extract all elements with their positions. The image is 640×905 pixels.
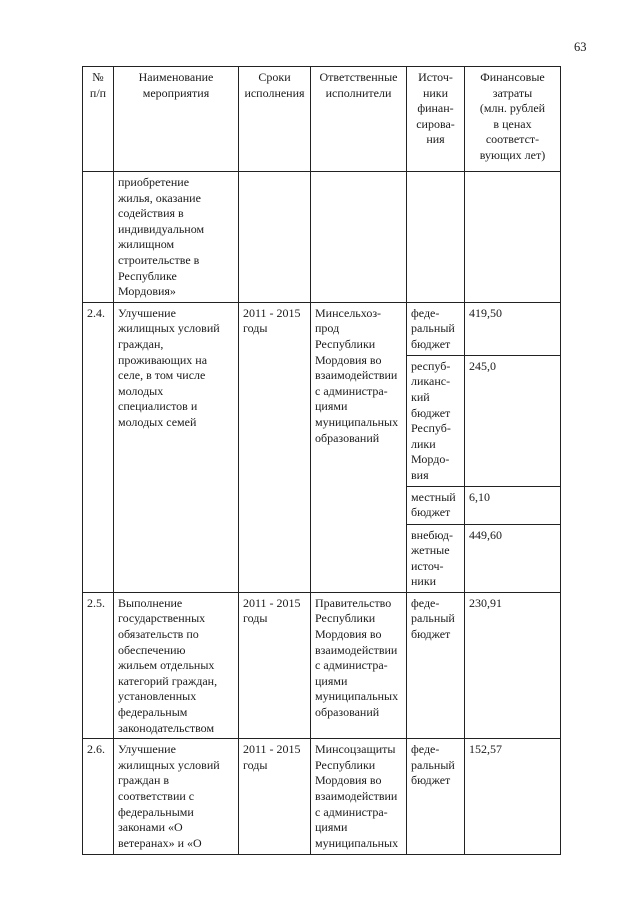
cell-name: Выполнение государственных обязательств по обеспечению жильем отдельных категорий граждан, установленных федеральным законодательством <box>114 592 239 738</box>
cell-sources-empty <box>407 172 465 303</box>
cell-name: Улучшение жилищных условий граждан в соответствии с федеральными законами «О ветеранах» и «О <box>114 739 239 855</box>
cell-source: феде- ральный бюджет <box>407 302 465 355</box>
cell-period-empty <box>239 172 311 303</box>
cell-source: респуб- ликанс- кий бюджет Респуб- лики Мордо- вия <box>407 355 465 486</box>
cell-num-empty <box>83 172 114 303</box>
cell-executors: Минсельхоз- прод Республики Мордовия во взаимодействии с администра- циями муниципальных образований <box>311 302 407 592</box>
cell-source: местный бюджет <box>407 486 465 524</box>
cell-period: 2011 - 2015 годы <box>239 592 311 738</box>
table-row-2-4 <box>83 302 561 355</box>
cell-name-continuation: приобретение жилья, оказание содействия в индивидуальном жилищном строительстве в Республике Мордовия» <box>114 172 239 303</box>
cell-source: феде- ральный бюджет <box>407 592 465 738</box>
table-row-continuation <box>83 172 561 303</box>
header-row <box>83 67 561 172</box>
page-number: 63 <box>574 40 587 54</box>
header-costs: Финансовые затраты (млн. рублей в ценах соответст- вующих лет) <box>465 67 561 172</box>
cell-source: феде- ральный бюджет <box>407 739 465 855</box>
cell-executors: Минсоцзащиты Республики Мордовия во взаимодействии с администра- циями муниципальных <box>311 739 407 855</box>
header-num: № п/п <box>83 67 114 172</box>
cell-num: 2.5. <box>83 592 114 738</box>
cell-amount: 449,60 <box>465 524 561 592</box>
header-executors: Ответственные исполнители <box>311 67 407 172</box>
cell-num: 2.4. <box>83 302 114 592</box>
cell-num: 2.6. <box>83 739 114 855</box>
cell-executors-empty <box>311 172 407 303</box>
table-row-2-6 <box>83 739 561 855</box>
cell-costs-empty <box>465 172 561 303</box>
cell-amount: 152,57 <box>465 739 561 855</box>
header-sources: Источ- ники финан- сирова- ния <box>407 67 465 172</box>
cell-executors: Правительство Республики Мордовия во взаимодействии с администра- циями муниципальных образований <box>311 592 407 738</box>
cell-period: 2011 - 2015 годы <box>239 739 311 855</box>
cell-amount: 230,91 <box>465 592 561 738</box>
cell-amount: 419,50 <box>465 302 561 355</box>
cell-source: внебюд- жетные источ- ники <box>407 524 465 592</box>
cell-name: Улучшение жилищных условий граждан, проживающих на селе, в том числе молодых специалистов и молодых семей <box>114 302 239 592</box>
measures-table <box>82 66 561 855</box>
cell-period: 2011 - 2015 годы <box>239 302 311 592</box>
table-row-2-5 <box>83 592 561 738</box>
header-name: Наименование мероприятия <box>114 67 239 172</box>
cell-amount: 245,0 <box>465 355 561 486</box>
header-period: Сроки исполнения <box>239 67 311 172</box>
cell-amount: 6,10 <box>465 486 561 524</box>
